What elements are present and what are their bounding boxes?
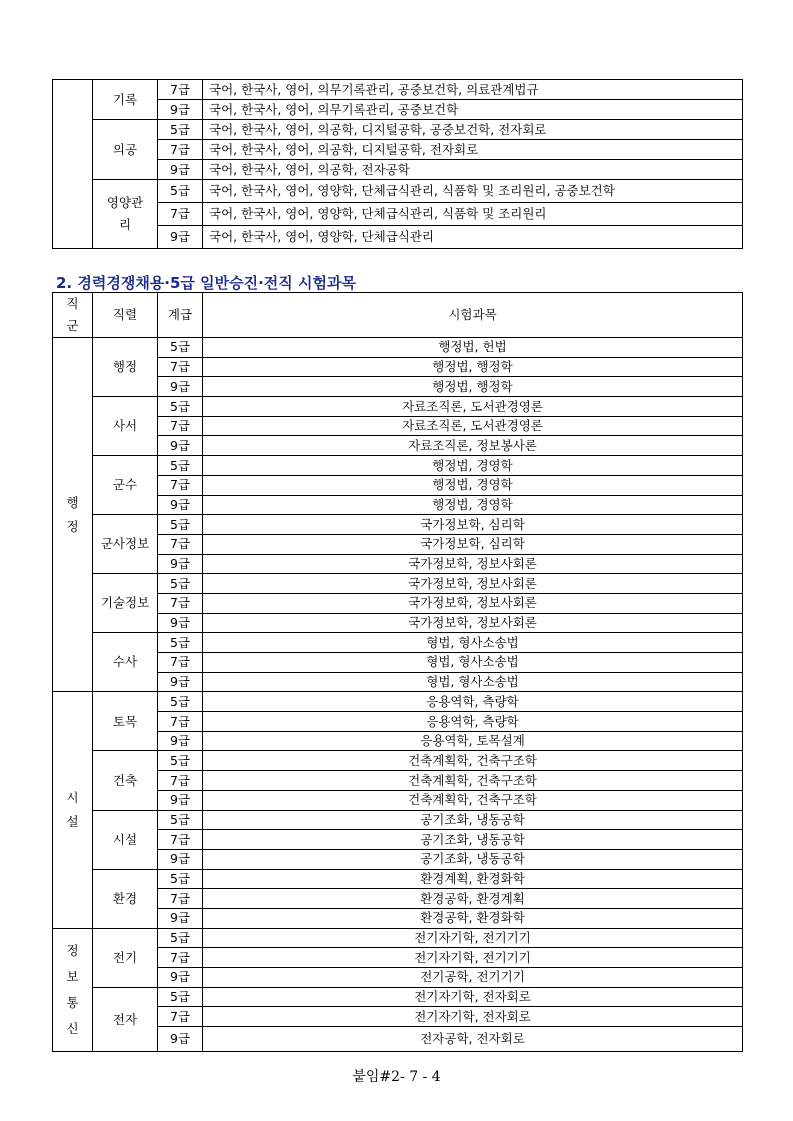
subjects-cell: 형법, 형사소송법: [203, 672, 743, 692]
role-cell: 건축: [93, 751, 158, 810]
grade-cell: 7급: [158, 534, 203, 554]
subjects-cell: 응용역학, 측량학: [203, 692, 743, 712]
grade-cell: 5급: [158, 338, 203, 358]
subjects-cell: 국가정보학, 정보사회론: [203, 593, 743, 613]
header-role: 직렬: [93, 293, 158, 338]
subjects-cell: 건축계획학, 건축구조학: [203, 751, 743, 771]
subjects-cell: 응용역학, 토목설계: [203, 731, 743, 751]
grade-cell: 5급: [158, 928, 203, 948]
grade-cell: 9급: [158, 100, 203, 120]
grade-cell: 9급: [158, 731, 203, 751]
role-cell: 기술정보: [93, 574, 158, 633]
subjects-cell: 전기공학, 전기기기: [203, 968, 743, 988]
grade-cell: 5급: [158, 120, 203, 140]
subjects-cell: 국가정보학, 심리학: [203, 534, 743, 554]
grade-cell: 7급: [158, 357, 203, 377]
subjects-cell: 환경공학, 환경계획: [203, 889, 743, 909]
subjects-cell: 행정법, 경영학: [203, 456, 743, 476]
grade-cell: 9급: [158, 554, 203, 574]
subjects-cell: 전기자기학, 전자회로: [203, 987, 743, 1007]
top-subject-table: [52, 79, 743, 249]
subjects-cell: 국어, 한국사, 영어, 의무기록관리, 공중보건학, 의료관계법규: [203, 80, 743, 100]
subjects-cell: 국어, 한국사, 영어, 영양학, 단체급식관리: [203, 226, 743, 249]
grade-cell: 9급: [158, 226, 203, 249]
role-cell: 군수: [93, 456, 158, 515]
grade-cell: 7급: [158, 203, 203, 226]
grade-cell: 5급: [158, 515, 203, 535]
role-cell: 군사정보: [93, 515, 158, 574]
grade-cell: 7급: [158, 712, 203, 732]
subjects-cell: 건축계획학, 건축구조학: [203, 790, 743, 810]
role-cell: 수사: [93, 633, 158, 692]
role-cell: 환경: [93, 869, 158, 928]
section-title: 2. 경력경쟁채용·5급 일반승진·전직 시험과목: [56, 274, 356, 292]
subjects-cell: 국어, 한국사, 영어, 의무기록관리, 공중보건학: [203, 100, 743, 120]
subjects-cell: 국어, 한국사, 영어, 의공학, 디지털공학, 전자회로: [203, 140, 743, 160]
subjects-cell: 형법, 형사소송법: [203, 633, 743, 653]
subjects-cell: 자료조직론, 도서관경영론: [203, 416, 743, 436]
grade-cell: 7급: [158, 475, 203, 495]
grade-cell: 5급: [158, 456, 203, 476]
role-cell: 전자: [93, 987, 158, 1051]
role-cell: 사서: [93, 397, 158, 456]
subjects-cell: 행정법, 경영학: [203, 495, 743, 515]
grade-cell: 5급: [158, 810, 203, 830]
subjects-cell: 국가정보학, 심리학: [203, 515, 743, 535]
subjects-cell: 행정법, 행정학: [203, 357, 743, 377]
grade-cell: 5급: [158, 397, 203, 417]
grade-cell: 7급: [158, 771, 203, 791]
role-cell: 영양관리: [93, 180, 158, 249]
group-cell: 행정: [53, 338, 93, 692]
subjects-cell: 공기조화, 냉동공학: [203, 810, 743, 830]
grade-cell: 7급: [158, 140, 203, 160]
role-cell: 시설: [93, 810, 158, 869]
role-cell: 전기: [93, 928, 158, 987]
group-cell: 시설: [53, 692, 93, 928]
subjects-cell: 공기조화, 냉동공학: [203, 830, 743, 850]
group-cell: 정보통신: [53, 928, 93, 1051]
grade-cell: 5급: [158, 987, 203, 1007]
grade-cell: 5급: [158, 633, 203, 653]
grade-cell: 9급: [158, 968, 203, 988]
role-cell: 토목: [93, 692, 158, 751]
role-cell: 행정: [93, 338, 158, 397]
grade-cell: 5급: [158, 869, 203, 889]
subjects-cell: 전자공학, 전자회로: [203, 1027, 743, 1052]
grade-cell: 9급: [158, 849, 203, 869]
header-subjects: 시험과목: [203, 293, 743, 338]
subjects-cell: 국어, 한국사, 영어, 영양학, 단체급식관리, 식품학 및 조리원리: [203, 203, 743, 226]
grade-cell: 9급: [158, 495, 203, 515]
subjects-cell: 전기자기학, 전기기기: [203, 928, 743, 948]
grade-cell: 7급: [158, 889, 203, 909]
grade-cell: 7급: [158, 80, 203, 100]
header-group: 직군: [53, 293, 93, 338]
subjects-cell: 국가정보학, 정보사회론: [203, 613, 743, 633]
subjects-cell: 국어, 한국사, 영어, 영양학, 단체급식관리, 식품학 및 조리원리, 공중보건학: [203, 180, 743, 203]
group-cell-continued: [53, 80, 93, 249]
page-number: 붙임#2- 7 - 4: [352, 1069, 441, 1085]
subjects-cell: 행정법, 헌법: [203, 338, 743, 358]
grade-cell: 9급: [158, 377, 203, 397]
subjects-cell: 국어, 한국사, 영어, 의공학, 전자공학: [203, 160, 743, 180]
grade-cell: 9급: [158, 613, 203, 633]
subjects-cell: 건축계획학, 건축구조학: [203, 771, 743, 791]
grade-cell: 7급: [158, 593, 203, 613]
subjects-cell: 행정법, 경영학: [203, 475, 743, 495]
grade-cell: 9급: [158, 672, 203, 692]
subjects-cell: 응용역학, 측량학: [203, 712, 743, 732]
subjects-cell: 국가정보학, 정보사회론: [203, 574, 743, 594]
grade-cell: 5급: [158, 574, 203, 594]
grade-cell: 9급: [158, 436, 203, 456]
grade-cell: 5급: [158, 692, 203, 712]
subjects-cell: 공기조화, 냉동공학: [203, 849, 743, 869]
subjects-cell: 행정법, 행정학: [203, 377, 743, 397]
subject-table: [52, 292, 743, 1052]
role-cell: 의공: [93, 120, 158, 180]
grade-cell: 7급: [158, 653, 203, 673]
grade-cell: 7급: [158, 416, 203, 436]
grade-cell: 5급: [158, 751, 203, 771]
grade-cell: 7급: [158, 1007, 203, 1027]
grade-cell: 9급: [158, 160, 203, 180]
subjects-cell: 자료조직론, 정보봉사론: [203, 436, 743, 456]
grade-cell: 5급: [158, 180, 203, 203]
subjects-cell: 형법, 형사소송법: [203, 653, 743, 673]
subjects-cell: 전기자기학, 전기기기: [203, 948, 743, 968]
subjects-cell: 환경계획, 환경화학: [203, 869, 743, 889]
grade-cell: 7급: [158, 948, 203, 968]
subjects-cell: 국가정보학, 정보사회론: [203, 554, 743, 574]
grade-cell: 9급: [158, 908, 203, 928]
grade-cell: 9급: [158, 790, 203, 810]
grade-cell: 9급: [158, 1027, 203, 1052]
subjects-cell: 환경공학, 환경화학: [203, 908, 743, 928]
header-grade: 계급: [158, 293, 203, 338]
role-cell: 기록: [93, 80, 158, 120]
subjects-cell: 전기자기학, 전자회로: [203, 1007, 743, 1027]
grade-cell: 7급: [158, 830, 203, 850]
subjects-cell: 자료조직론, 도서관경영론: [203, 397, 743, 417]
subjects-cell: 국어, 한국사, 영어, 의공학, 디지털공학, 공중보건학, 전자회로: [203, 120, 743, 140]
